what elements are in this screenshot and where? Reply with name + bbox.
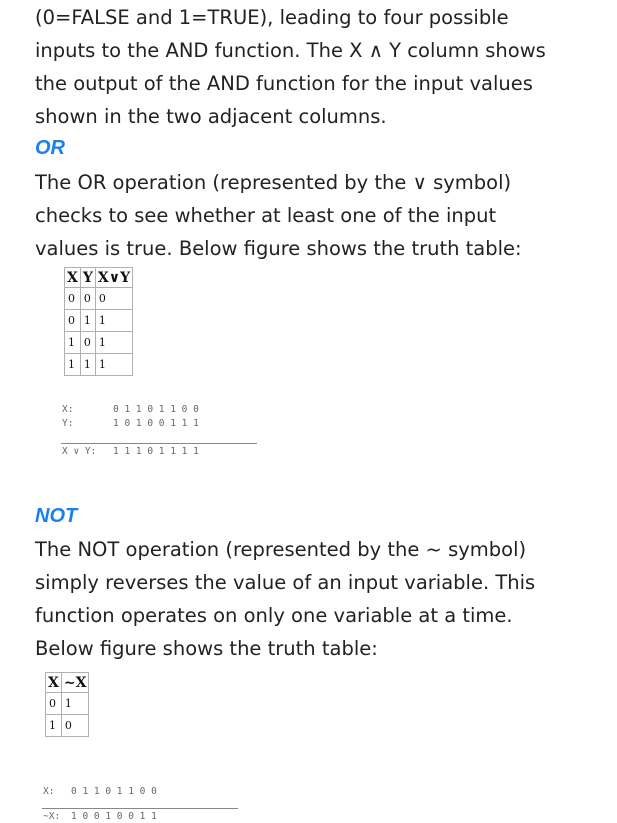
not-example-result-label: ~X: (43, 811, 61, 822)
table-cell: 0 (46, 693, 62, 715)
table-cell: 0 (95, 288, 132, 310)
or-example-result-bits: 1 1 1 0 1 1 1 1 (113, 446, 199, 457)
or-example-x-bits: 0 1 1 0 1 1 0 0 (113, 404, 199, 415)
or-line: checks to see whether at least one of the input (35, 204, 497, 227)
table-row (65, 354, 133, 376)
or-truth-table (64, 267, 133, 376)
not-truth-table (45, 672, 89, 737)
not-header-x: X (46, 673, 62, 693)
or-header-y: Y (80, 268, 95, 288)
not-line: Below figure shows the truth table: (35, 637, 378, 660)
table-row (65, 288, 133, 310)
intro-line: the output of the AND function for the input values (35, 72, 533, 95)
or-heading: OR (35, 137, 65, 159)
or-header-x: X (65, 268, 81, 288)
intro-line: (0=FALSE and 1=TRUE), leading to four possible (35, 6, 509, 29)
or-example-x-label: X: (62, 404, 74, 415)
not-table-header-row (46, 673, 89, 693)
or-example-y-label: Y: (62, 418, 74, 429)
table-cell: 1 (61, 693, 89, 715)
intro-line: inputs to the AND function. The X ∧ Y column shows (35, 39, 546, 62)
table-cell: 0 (61, 715, 89, 737)
table-cell: 1 (95, 310, 132, 332)
not-header-not-x: ~X (61, 673, 89, 693)
not-paragraph (35, 533, 595, 665)
table-cell: 0 (80, 332, 95, 354)
table-cell: 0 (65, 288, 81, 310)
not-example-result-bits: 1 0 0 1 0 0 1 1 (71, 811, 157, 822)
not-line: function operates on only one variable at a time. (35, 604, 513, 627)
or-example-y-bits: 1 0 1 0 0 1 1 1 (113, 418, 199, 429)
or-paragraph (35, 166, 595, 265)
table-row (46, 715, 89, 737)
table-cell: 1 (80, 354, 95, 376)
or-table-header-row (65, 268, 133, 288)
not-example-x-bits: 0 1 1 0 1 1 0 0 (71, 786, 157, 797)
or-line: The OR operation (represented by the ∨ symbol) (35, 171, 512, 194)
not-line: simply reverses the value of an input variable. This (35, 571, 536, 594)
not-heading: NOT (35, 505, 78, 527)
or-header-x-or-y: X∨Y (95, 268, 132, 288)
table-cell: 1 (95, 332, 132, 354)
intro-line: shown in the two adjacent columns. (35, 105, 387, 128)
table-row (65, 332, 133, 354)
table-cell: 1 (46, 715, 62, 737)
not-example-x-label: X: (43, 786, 55, 797)
intro-paragraph (35, 1, 595, 133)
table-row (65, 310, 133, 332)
not-line: The NOT operation (represented by the ~ symbol) (35, 538, 527, 561)
not-example-divider (42, 808, 238, 809)
table-cell: 0 (65, 310, 81, 332)
or-line: values is true. Below figure shows the truth table: (35, 237, 522, 260)
table-row (46, 693, 89, 715)
or-example-result-label: X ∨ Y: (62, 446, 97, 457)
table-cell: 1 (80, 310, 95, 332)
table-cell: 1 (65, 332, 81, 354)
or-example-divider (61, 443, 257, 444)
table-cell: 1 (95, 354, 132, 376)
table-cell: 1 (65, 354, 81, 376)
table-cell: 0 (80, 288, 95, 310)
